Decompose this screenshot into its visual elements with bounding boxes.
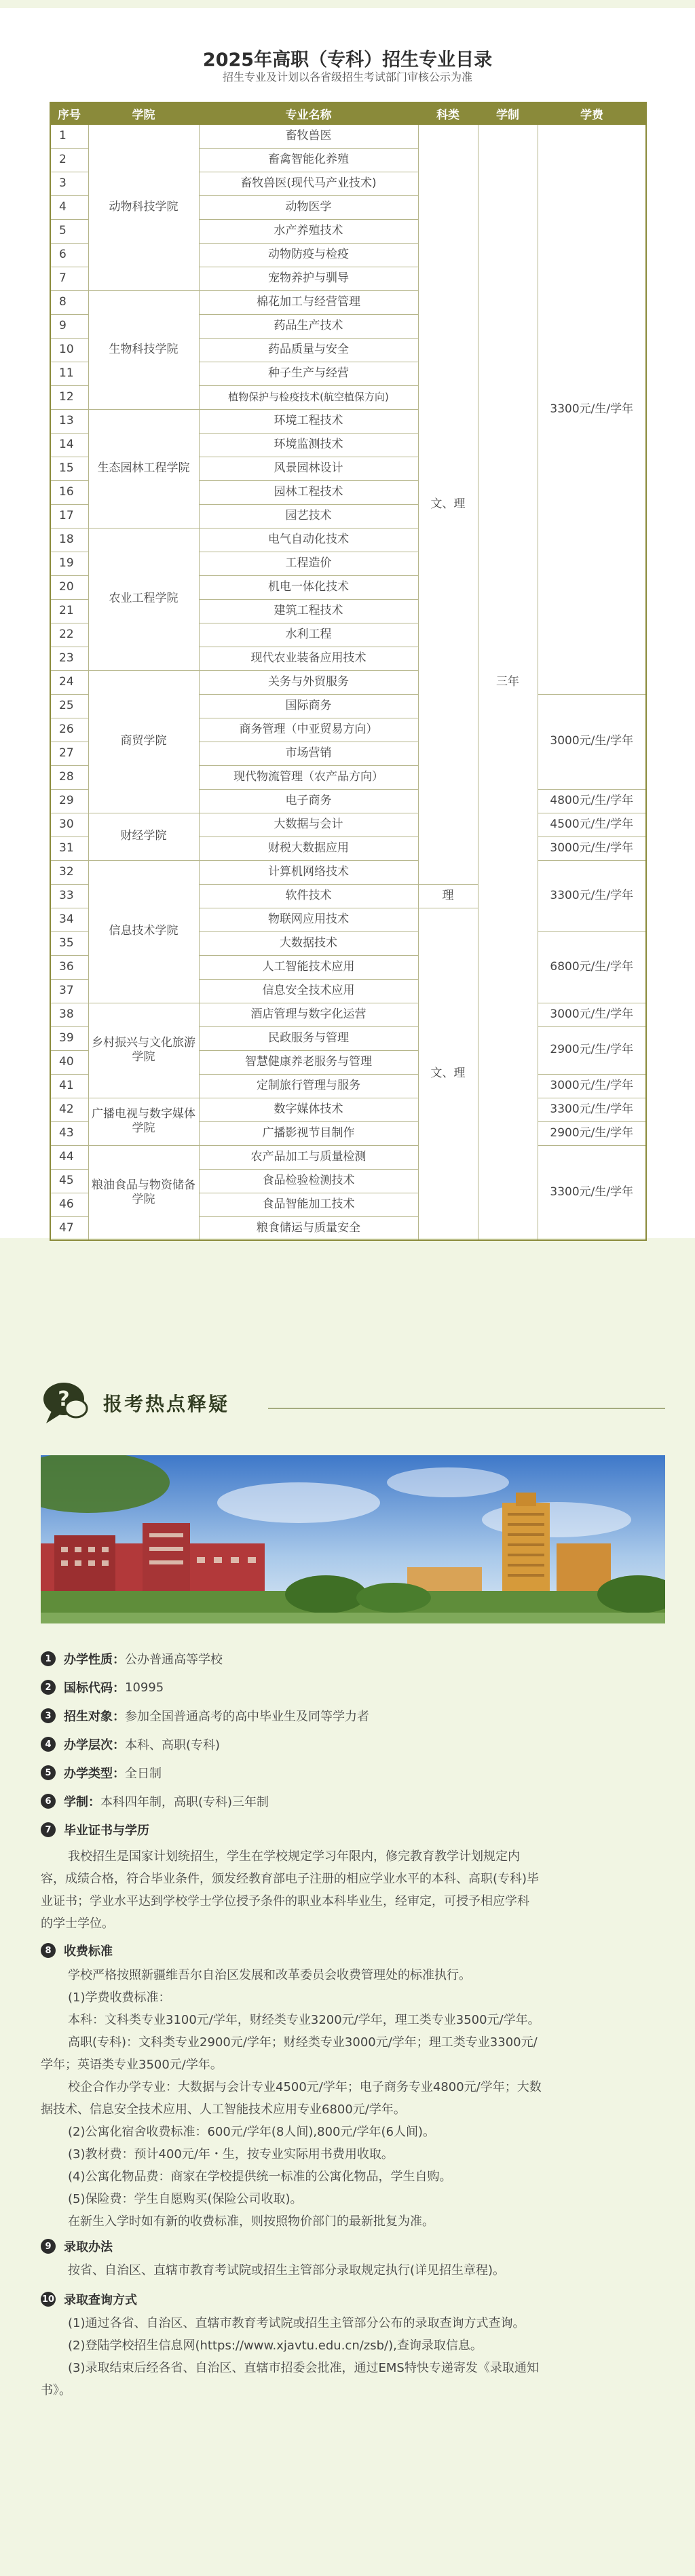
row-seq: 46 bbox=[50, 1193, 88, 1216]
item-label: 录取办法 bbox=[64, 2240, 113, 2254]
major-cell: 水利工程 bbox=[199, 623, 418, 647]
info-paragraph-line: 的学士学位。 bbox=[41, 1917, 114, 1931]
fee-cell: 6800元/生/学年 bbox=[538, 931, 646, 1003]
svg-text:?: ? bbox=[58, 1387, 70, 1411]
fee-cell: 3300元/生/学年 bbox=[538, 860, 646, 931]
header-duration: 学制 bbox=[478, 102, 538, 124]
major-cell: 软件技术 bbox=[199, 884, 418, 908]
info-item bbox=[41, 1940, 113, 1961]
major-cell: 定制旅行管理与服务 bbox=[199, 1074, 418, 1098]
table-row bbox=[50, 124, 646, 148]
major-cell: 市场营销 bbox=[199, 742, 418, 765]
major-cell: 现代物流管理（农产品方向） bbox=[199, 765, 418, 789]
college-cell: 财经学院 bbox=[88, 813, 199, 860]
major-cell: 数字媒体技术 bbox=[199, 1098, 418, 1121]
info-paragraph-line: 本科：文科类专业3100元/学年，财经类专业3200元/学年，理工类专业3500元/学年。 bbox=[68, 2013, 540, 2027]
fee-cell: 2900元/生/学年 bbox=[538, 1121, 646, 1145]
major-cell: 大数据技术 bbox=[199, 931, 418, 955]
row-seq: 20 bbox=[50, 575, 88, 599]
row-seq: 34 bbox=[50, 908, 88, 931]
major-cell: 动物防疫与检疫 bbox=[199, 243, 418, 267]
info-item bbox=[41, 2236, 113, 2256]
row-seq: 30 bbox=[50, 813, 88, 837]
info-paragraph-line: 学校严格按照新疆维吾尔自治区发展和改革委员会收费管理处的标准执行。 bbox=[68, 1968, 471, 1982]
row-seq: 28 bbox=[50, 765, 88, 789]
row-seq: 6 bbox=[50, 243, 88, 267]
table-row bbox=[50, 1098, 646, 1121]
major-cell: 国际商务 bbox=[199, 694, 418, 718]
row-seq: 24 bbox=[50, 670, 88, 694]
info-item bbox=[41, 1677, 164, 1697]
info-paragraph-line: 书》。 bbox=[41, 2383, 71, 2398]
major-cell: 工程造价 bbox=[199, 552, 418, 575]
major-cell: 商务管理（中亚贸易方向） bbox=[199, 718, 418, 742]
row-seq: 45 bbox=[50, 1169, 88, 1193]
item-number: 3 bbox=[41, 1708, 56, 1723]
row-seq: 19 bbox=[50, 552, 88, 575]
row-seq: 27 bbox=[50, 742, 88, 765]
major-cell: 人工智能技术应用 bbox=[199, 955, 418, 979]
major-cell: 农产品加工与质量检测 bbox=[199, 1145, 418, 1169]
fee-cell: 3000元/生/学年 bbox=[538, 1003, 646, 1026]
row-seq: 42 bbox=[50, 1098, 88, 1121]
info-paragraph-line: 我校招生是国家计划统招生，学生在学校规定学习年限内，修完教育教学计划规定内 bbox=[68, 1849, 520, 1864]
major-cell: 信息安全技术应用 bbox=[199, 979, 418, 1003]
info-item bbox=[41, 1763, 162, 1783]
table-row bbox=[50, 1003, 646, 1026]
row-seq: 15 bbox=[50, 457, 88, 480]
row-seq: 9 bbox=[50, 314, 88, 338]
row-seq: 7 bbox=[50, 267, 88, 290]
major-cell: 智慧健康养老服务与管理 bbox=[199, 1050, 418, 1074]
fee-cell: 3300元/生/学年 bbox=[538, 1145, 646, 1240]
item-label: 国标代码： bbox=[64, 1681, 125, 1695]
category-cell: 文、理 bbox=[418, 124, 478, 884]
major-cell: 园林工程技术 bbox=[199, 480, 418, 504]
question-chat-icon bbox=[41, 1381, 92, 1426]
major-cell: 建筑工程技术 bbox=[199, 599, 418, 623]
major-cell: 动物医学 bbox=[199, 195, 418, 219]
info-paragraph-line: 据技术、信息安全技术应用、人工智能技术应用专业6800元/学年。 bbox=[41, 2102, 406, 2117]
major-cell: 畜牧兽医 bbox=[199, 124, 418, 148]
table-row bbox=[50, 813, 646, 837]
fee-cell: 4800元/生/学年 bbox=[538, 789, 646, 813]
major-cell: 机电一体化技术 bbox=[199, 575, 418, 599]
info-paragraph-line: (5)保险费：学生自愿购买(保险公司收取)。 bbox=[68, 2192, 303, 2206]
college-cell: 动物科技学院 bbox=[88, 124, 199, 290]
category-cell: 理 bbox=[418, 884, 478, 908]
item-label: 录取查询方式 bbox=[64, 2293, 137, 2307]
college-cell: 广播电视与数字媒体学院 bbox=[88, 1098, 199, 1145]
campus-photo bbox=[41, 1455, 665, 1623]
major-cell: 广播影视节目制作 bbox=[199, 1121, 418, 1145]
item-number: 6 bbox=[41, 1794, 56, 1809]
major-cell: 关务与外贸服务 bbox=[199, 670, 418, 694]
major-cell: 财税大数据应用 bbox=[199, 837, 418, 860]
row-seq: 33 bbox=[50, 884, 88, 908]
row-seq: 43 bbox=[50, 1121, 88, 1145]
item-label: 收费标准 bbox=[64, 1944, 113, 1959]
header-category: 科类 bbox=[418, 102, 478, 124]
college-cell: 商贸学院 bbox=[88, 670, 199, 813]
major-cell: 计算机网络技术 bbox=[199, 860, 418, 884]
table-header-row bbox=[50, 102, 646, 124]
college-cell: 农业工程学院 bbox=[88, 528, 199, 670]
major-cell: 环境工程技术 bbox=[199, 409, 418, 433]
table-row bbox=[50, 860, 646, 884]
info-paragraph-line: (4)公寓化物品费：商家在学校提供统一标准的公寓化物品，学生自购。 bbox=[68, 2170, 452, 2184]
row-seq: 1 bbox=[50, 124, 88, 148]
fee-cell: 4500元/生/学年 bbox=[538, 813, 646, 837]
row-seq: 47 bbox=[50, 1216, 88, 1240]
row-seq: 5 bbox=[50, 219, 88, 243]
fee-cell: 3300元/生/学年 bbox=[538, 1098, 646, 1121]
row-seq: 17 bbox=[50, 504, 88, 528]
row-seq: 16 bbox=[50, 480, 88, 504]
info-item bbox=[41, 1820, 149, 1840]
major-cell: 棉花加工与经营管理 bbox=[199, 290, 418, 314]
row-seq: 32 bbox=[50, 860, 88, 884]
major-cell: 畜牧兽医(现代马产业技术) bbox=[199, 172, 418, 195]
row-seq: 3 bbox=[50, 172, 88, 195]
major-cell: 酒店管理与数字化运营 bbox=[199, 1003, 418, 1026]
info-paragraph-line: 容，成绩合格，符合毕业条件，颁发经教育部电子注册的相应学业水平的本科、高职(专科)毕 bbox=[41, 1872, 540, 1886]
row-seq: 11 bbox=[50, 362, 88, 385]
row-seq: 12 bbox=[50, 385, 88, 409]
section-title: 报考热点释疑 bbox=[103, 1393, 230, 1415]
item-number: 9 bbox=[41, 2239, 56, 2254]
fee-cell: 2900元/生/学年 bbox=[538, 1026, 646, 1074]
top-band bbox=[0, 0, 695, 8]
item-number: 7 bbox=[41, 1822, 56, 1837]
major-cell: 食品智能加工技术 bbox=[199, 1193, 418, 1216]
major-cell: 水产养殖技术 bbox=[199, 219, 418, 243]
info-paragraph-line: (1)学费收费标准： bbox=[68, 1991, 171, 2005]
item-value: 参加全国普通高考的高中毕业生及同等学力者 bbox=[125, 1710, 369, 1724]
college-cell: 生物科技学院 bbox=[88, 290, 199, 409]
row-seq: 38 bbox=[50, 1003, 88, 1026]
major-cell: 食品检验检测技术 bbox=[199, 1169, 418, 1193]
item-value: 全日制 bbox=[125, 1767, 162, 1781]
row-seq: 29 bbox=[50, 789, 88, 813]
item-value: 公办普通高等学校 bbox=[125, 1653, 223, 1667]
info-paragraph-line: (3)教材费：预计400元/年・生，按专业实际用书费用收取。 bbox=[68, 2147, 394, 2161]
info-paragraph-line: 业证书；学业水平达到学校学士学位授予条件的职业本科毕业生，经审定，可授予相应学科 bbox=[41, 1894, 529, 1908]
major-cell: 环境监测技术 bbox=[199, 433, 418, 457]
info-item bbox=[41, 1649, 223, 1669]
header-college: 学院 bbox=[88, 102, 199, 124]
row-seq: 26 bbox=[50, 718, 88, 742]
fee-cell: 3000元/生/学年 bbox=[538, 837, 646, 860]
row-seq: 40 bbox=[50, 1050, 88, 1074]
item-label: 学制： bbox=[64, 1795, 100, 1809]
info-paragraph-line: (3)录取结束后经各省、自治区、直辖市招委会批准，通过EMS特快专递寄发《录取通知 bbox=[68, 2361, 539, 2375]
info-paragraph-line: (2)公寓化宿舍收费标准：600元/学年(8人间),800元/学年(6人间)。 bbox=[68, 2125, 436, 2139]
page-subtitle: 招生专业及计划以各省级招生考试部门审核公示为准 bbox=[222, 71, 472, 83]
info-item bbox=[41, 2289, 137, 2309]
row-seq: 25 bbox=[50, 694, 88, 718]
item-number: 10 bbox=[41, 2292, 56, 2307]
major-cell: 大数据与会计 bbox=[199, 813, 418, 837]
major-cell: 电气自动化技术 bbox=[199, 528, 418, 552]
info-paragraph-line: 校企合作办学专业：大数据与会计专业4500元/学年；电子商务专业4800元/学年；大数 bbox=[68, 2080, 542, 2094]
item-label: 办学类型： bbox=[64, 1767, 125, 1781]
row-seq: 36 bbox=[50, 955, 88, 979]
item-value: 本科四年制，高职(专科)三年制 bbox=[100, 1795, 269, 1809]
row-seq: 23 bbox=[50, 647, 88, 670]
college-cell: 粮油食品与物资储备学院 bbox=[88, 1145, 199, 1240]
item-number: 1 bbox=[41, 1651, 56, 1666]
info-paragraph-line: 高职(专科)：文科类专业2900元/学年；财经类专业3000元/学年；理工类专业3300元/ bbox=[68, 2035, 538, 2050]
major-cell: 电子商务 bbox=[199, 789, 418, 813]
major-cell: 民政服务与管理 bbox=[199, 1026, 418, 1050]
info-paragraph-line: (2)登陆学校招生信息网(https://www.xjavtu.edu.cn/zsb/),查询录取信息。 bbox=[68, 2339, 483, 2353]
major-cell: 风景园林设计 bbox=[199, 457, 418, 480]
row-seq: 14 bbox=[50, 433, 88, 457]
table-row bbox=[50, 1145, 646, 1169]
row-seq: 13 bbox=[50, 409, 88, 433]
item-number: 2 bbox=[41, 1680, 56, 1695]
item-number: 4 bbox=[41, 1737, 56, 1752]
item-number: 5 bbox=[41, 1765, 56, 1780]
info-paragraph-line: (1)通过各省、自治区、直辖市教育考试院或招生主管部分公布的录取查询方式查询。 bbox=[68, 2316, 525, 2330]
header-major: 专业名称 bbox=[199, 102, 418, 124]
row-seq: 31 bbox=[50, 837, 88, 860]
duration-cell: 三年 bbox=[478, 124, 538, 1240]
item-number: 8 bbox=[41, 1943, 56, 1958]
major-cell: 种子生产与经营 bbox=[199, 362, 418, 385]
college-cell: 生态园林工程学院 bbox=[88, 409, 199, 528]
major-cell: 畜禽智能化养殖 bbox=[199, 148, 418, 172]
major-cell: 宠物养护与驯导 bbox=[199, 267, 418, 290]
row-seq: 18 bbox=[50, 528, 88, 552]
item-label: 招生对象： bbox=[64, 1710, 125, 1724]
info-paragraph-line: 学年；英语类专业3500元/学年。 bbox=[41, 2058, 223, 2072]
row-seq: 35 bbox=[50, 931, 88, 955]
info-paragraph-line: 在新生入学时如有新的收费标准，则按照物价部门的最新批复为准。 bbox=[68, 2214, 434, 2229]
info-item bbox=[41, 1706, 369, 1726]
table-body bbox=[50, 124, 646, 1240]
row-seq: 8 bbox=[50, 290, 88, 314]
item-value: 本科、高职(专科) bbox=[125, 1738, 221, 1752]
row-seq: 4 bbox=[50, 195, 88, 219]
row-seq: 39 bbox=[50, 1026, 88, 1050]
college-cell: 信息技术学院 bbox=[88, 860, 199, 1003]
row-seq: 10 bbox=[50, 338, 88, 362]
row-seq: 41 bbox=[50, 1074, 88, 1098]
item-value: 10995 bbox=[125, 1680, 164, 1695]
fee-cell: 3000元/生/学年 bbox=[538, 1074, 646, 1098]
header-seq: 序号 bbox=[50, 102, 88, 124]
row-seq: 37 bbox=[50, 979, 88, 1003]
major-cell: 药品生产技术 bbox=[199, 314, 418, 338]
major-cell: 物联网应用技术 bbox=[199, 908, 418, 931]
college-cell: 乡村振兴与文化旅游学院 bbox=[88, 1003, 199, 1098]
row-seq: 22 bbox=[50, 623, 88, 647]
section-divider bbox=[0, 1408, 695, 1409]
item-label: 办学层次： bbox=[64, 1738, 125, 1752]
row-seq: 44 bbox=[50, 1145, 88, 1169]
page-title: 2025年高职（专科）招生专业目录 bbox=[202, 50, 493, 71]
row-seq: 21 bbox=[50, 599, 88, 623]
section-header bbox=[41, 1381, 665, 1422]
row-seq: 2 bbox=[50, 148, 88, 172]
major-cell: 园艺技术 bbox=[199, 504, 418, 528]
header-fee: 学费 bbox=[538, 102, 646, 124]
fee-cell: 3300元/生/学年 bbox=[538, 124, 646, 694]
item-label: 办学性质： bbox=[64, 1653, 125, 1667]
fee-cell: 3000元/生/学年 bbox=[538, 694, 646, 789]
info-paragraph-line: 按省、自治区、直辖市教育考试院或招生主管部分录取规定执行(详见招生章程)。 bbox=[68, 2263, 506, 2277]
major-cell: 粮食储运与质量安全 bbox=[199, 1216, 418, 1240]
major-catalog-table bbox=[50, 102, 647, 1241]
item-label: 毕业证书与学历 bbox=[64, 1824, 149, 1838]
major-cell: 现代农业装备应用技术 bbox=[199, 647, 418, 670]
catalog-panel bbox=[0, 0, 695, 1238]
major-cell: 植物保护与检疫技术(航空植保方向) bbox=[199, 385, 418, 409]
info-item bbox=[41, 1791, 269, 1811]
major-cell: 药品质量与安全 bbox=[199, 338, 418, 362]
category-cell: 文、理 bbox=[418, 908, 478, 1240]
info-item bbox=[41, 1734, 220, 1754]
